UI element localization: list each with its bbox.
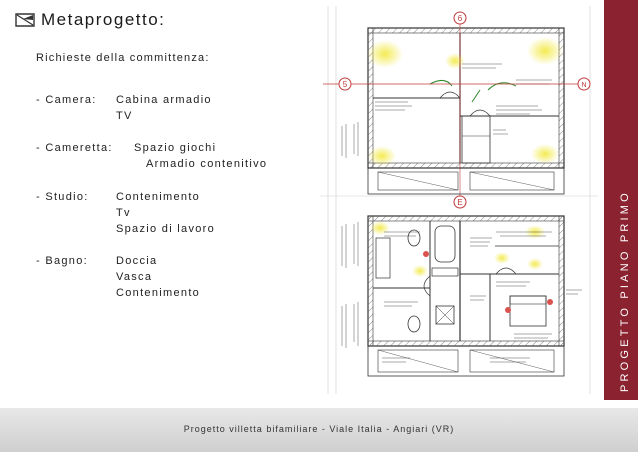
requirement-label: - Bagno: [36, 255, 88, 267]
requirement-label: - Studio: [36, 191, 89, 203]
section-marker-5 [339, 78, 351, 90]
requirement-item: Vasca [116, 271, 153, 283]
requirement-label: - Camera: [36, 94, 97, 106]
requirement-item: Doccia [116, 255, 158, 267]
requirement-item: Cabina armadio [116, 94, 212, 106]
upper-plan [323, 18, 590, 196]
section-marker-e [454, 196, 466, 208]
sidebar-title: PROGETTO PIANO PRIMO [619, 190, 631, 392]
requirement-item: Contenimento [116, 287, 201, 299]
page-title: Metaprogetto: [41, 10, 166, 29]
requirements-heading: Richieste della committenza: [36, 52, 210, 64]
section-marker-6 [454, 12, 466, 24]
requirement-item: Spazio giochi [134, 142, 217, 154]
requirement-item: TV [116, 110, 133, 122]
svg-text:E: E [457, 198, 463, 207]
svg-text:6: 6 [457, 14, 463, 23]
requirement-label: - Cameretta: [36, 142, 113, 154]
section-marker-n [578, 78, 590, 90]
lower-plan [342, 216, 582, 376]
footer-caption: Progetto villetta bifamiliare - Viale Italia - Angiari (VR) [183, 424, 455, 434]
page-header [14, 10, 165, 30]
requirement-item: Spazio di lavoro [116, 223, 216, 235]
svg-text:5: 5 [342, 80, 348, 89]
svg-text:N: N [581, 82, 587, 89]
requirement-item: Armadio contenitivo [146, 158, 268, 170]
pencil-icon [14, 11, 36, 29]
floor-plan-drawing [320, 6, 598, 394]
requirement-item: Contenimento [116, 191, 201, 203]
requirement-item: Tv [116, 207, 131, 219]
